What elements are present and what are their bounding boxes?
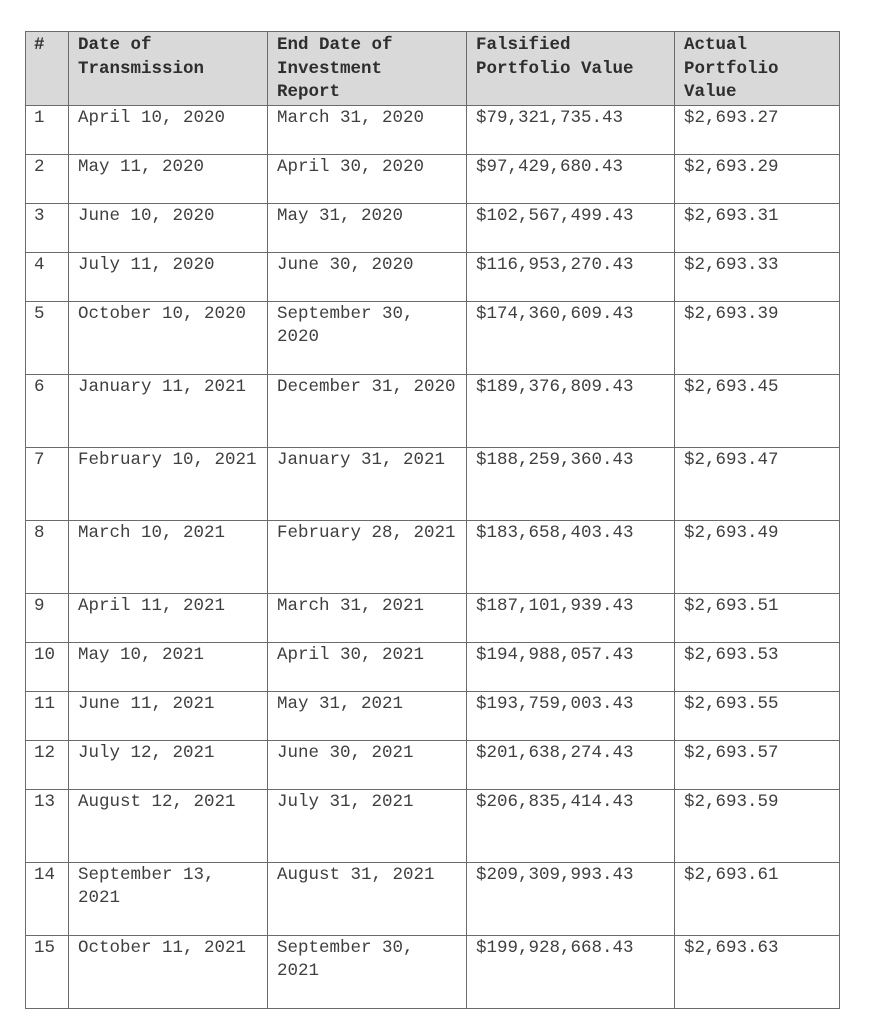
- falsified-value-cell: $183,658,403.43: [467, 520, 675, 593]
- actual-value-cell: $2,693.47: [675, 447, 840, 520]
- transmission-date-cell: April 10, 2020: [69, 105, 268, 154]
- transmission-date-cell: June 11, 2021: [69, 691, 268, 740]
- transmission-date-cell: August 12, 2021: [69, 789, 268, 862]
- row-number-cell: 6: [26, 374, 69, 447]
- falsified-value-cell: $206,835,414.43: [467, 789, 675, 862]
- report-end-date-cell: April 30, 2021: [268, 642, 467, 691]
- actual-value-cell: $2,693.49: [675, 520, 840, 593]
- header-end-date: End Date of Investment Report: [268, 32, 467, 106]
- table-row: [26, 203, 840, 252]
- header-actual-value: Actual Portfolio Value: [675, 32, 840, 106]
- table-row: [26, 105, 840, 154]
- row-number-cell: 8: [26, 520, 69, 593]
- report-end-date-cell: December 31, 2020: [268, 374, 467, 447]
- actual-value-cell: $2,693.31: [675, 203, 840, 252]
- actual-value-cell: $2,693.39: [675, 301, 840, 374]
- row-number-cell: 15: [26, 935, 69, 1008]
- actual-value-cell: $2,693.33: [675, 252, 840, 301]
- transmission-date-cell: March 10, 2021: [69, 520, 268, 593]
- actual-value-cell: $2,693.29: [675, 154, 840, 203]
- transmission-date-cell: July 12, 2021: [69, 740, 268, 789]
- transmission-date-cell: February 10, 2021: [69, 447, 268, 520]
- actual-value-cell: $2,693.51: [675, 593, 840, 642]
- row-number-cell: 10: [26, 642, 69, 691]
- header-number: #: [26, 32, 69, 106]
- actual-value-cell: $2,693.55: [675, 691, 840, 740]
- actual-value-cell: $2,693.61: [675, 862, 840, 935]
- falsified-value-cell: $187,101,939.43: [467, 593, 675, 642]
- falsified-value-cell: $188,259,360.43: [467, 447, 675, 520]
- actual-value-cell: $2,693.59: [675, 789, 840, 862]
- report-end-date-cell: April 30, 2020: [268, 154, 467, 203]
- portfolio-report-table: [25, 31, 840, 1009]
- table-row: [26, 374, 840, 447]
- header-falsified-value: Falsified Portfolio Value: [467, 32, 675, 106]
- report-end-date-cell: July 31, 2021: [268, 789, 467, 862]
- falsified-value-cell: $102,567,499.43: [467, 203, 675, 252]
- falsified-value-cell: $209,309,993.43: [467, 862, 675, 935]
- transmission-date-cell: June 10, 2020: [69, 203, 268, 252]
- transmission-date-cell: October 11, 2021: [69, 935, 268, 1008]
- row-number-cell: 4: [26, 252, 69, 301]
- report-end-date-cell: September 30, 2020: [268, 301, 467, 374]
- row-number-cell: 1: [26, 105, 69, 154]
- row-number-cell: 13: [26, 789, 69, 862]
- header-date-of-transmission: Date of Transmission: [69, 32, 268, 106]
- report-end-date-cell: September 30, 2021: [268, 935, 467, 1008]
- transmission-date-cell: September 13, 2021: [69, 862, 268, 935]
- row-number-cell: 11: [26, 691, 69, 740]
- report-end-date-cell: May 31, 2021: [268, 691, 467, 740]
- actual-value-cell: $2,693.53: [675, 642, 840, 691]
- table-row: [26, 447, 840, 520]
- table-row: [26, 935, 840, 1008]
- transmission-date-cell: January 11, 2021: [69, 374, 268, 447]
- falsified-value-cell: $79,321,735.43: [467, 105, 675, 154]
- report-end-date-cell: June 30, 2020: [268, 252, 467, 301]
- report-end-date-cell: January 31, 2021: [268, 447, 467, 520]
- falsified-value-cell: $193,759,003.43: [467, 691, 675, 740]
- table-row: [26, 252, 840, 301]
- falsified-value-cell: $116,953,270.43: [467, 252, 675, 301]
- report-end-date-cell: February 28, 2021: [268, 520, 467, 593]
- report-end-date-cell: August 31, 2021: [268, 862, 467, 935]
- transmission-date-cell: October 10, 2020: [69, 301, 268, 374]
- row-number-cell: 3: [26, 203, 69, 252]
- table-header: [26, 32, 840, 106]
- row-number-cell: 7: [26, 447, 69, 520]
- table-row: [26, 740, 840, 789]
- report-end-date-cell: May 31, 2020: [268, 203, 467, 252]
- table-row: [26, 520, 840, 593]
- actual-value-cell: $2,693.57: [675, 740, 840, 789]
- report-end-date-cell: June 30, 2021: [268, 740, 467, 789]
- row-number-cell: 5: [26, 301, 69, 374]
- transmission-date-cell: May 11, 2020: [69, 154, 268, 203]
- table-row: [26, 593, 840, 642]
- falsified-value-cell: $194,988,057.43: [467, 642, 675, 691]
- falsified-value-cell: $199,928,668.43: [467, 935, 675, 1008]
- actual-value-cell: $2,693.45: [675, 374, 840, 447]
- row-number-cell: 14: [26, 862, 69, 935]
- falsified-value-cell: $174,360,609.43: [467, 301, 675, 374]
- falsified-value-cell: $189,376,809.43: [467, 374, 675, 447]
- row-number-cell: 9: [26, 593, 69, 642]
- report-end-date-cell: March 31, 2020: [268, 105, 467, 154]
- table-row: [26, 789, 840, 862]
- table-row: [26, 642, 840, 691]
- transmission-date-cell: April 11, 2021: [69, 593, 268, 642]
- table-row: [26, 691, 840, 740]
- table-row: [26, 154, 840, 203]
- falsified-value-cell: $97,429,680.43: [467, 154, 675, 203]
- transmission-date-cell: July 11, 2020: [69, 252, 268, 301]
- transmission-date-cell: May 10, 2021: [69, 642, 268, 691]
- falsified-value-cell: $201,638,274.43: [467, 740, 675, 789]
- table-row: [26, 862, 840, 935]
- table-row: [26, 301, 840, 374]
- header-row: [26, 32, 840, 106]
- row-number-cell: 12: [26, 740, 69, 789]
- row-number-cell: 2: [26, 154, 69, 203]
- report-end-date-cell: March 31, 2021: [268, 593, 467, 642]
- table-body: [26, 105, 840, 1008]
- actual-value-cell: $2,693.27: [675, 105, 840, 154]
- actual-value-cell: $2,693.63: [675, 935, 840, 1008]
